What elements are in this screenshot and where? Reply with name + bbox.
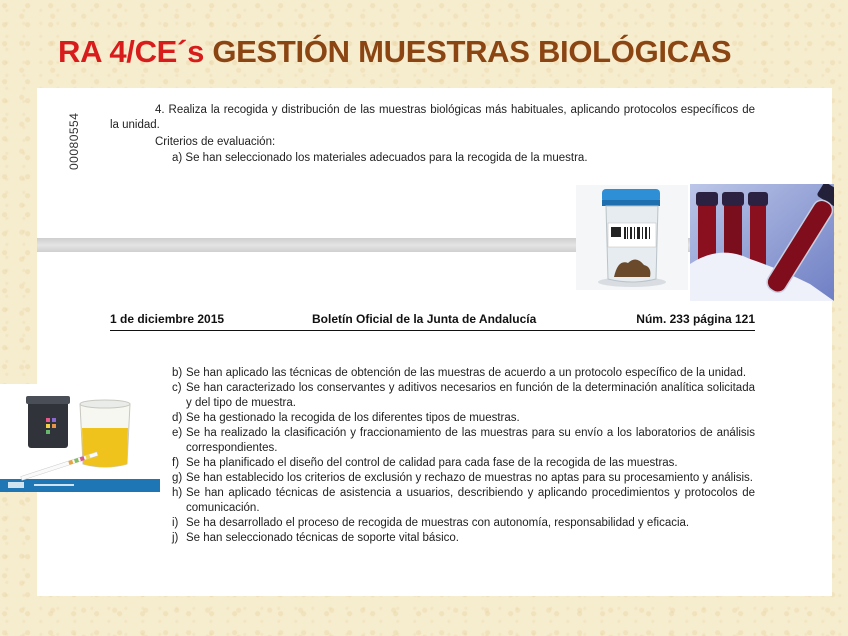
blood-tubes-icon — [690, 184, 834, 301]
criterion-item: g) Se han establecido los criterios de exclusión y rechazo de muestras no aptas para su procesamiento y análisis. — [172, 472, 753, 484]
slide-title — [58, 34, 731, 70]
title-prefix: RA 4/CE´s — [58, 34, 205, 69]
boletin-number: Núm. 233 página 121 — [636, 312, 755, 326]
sample-container-icon — [576, 185, 688, 290]
document-stamp: 00080554 — [67, 112, 81, 170]
criterion-item: j) Se han seleccionado técnicas de soporte vital básico. — [172, 532, 459, 544]
criterion-a: a) Se han seleccionado los materiales adecuados para la recogida de la muestra. — [172, 152, 588, 164]
ra4-statement: 4. Realiza la recogida y distribución de las muestras biológicas más habituales, aplicando protocolos específicos de la unidad. — [110, 104, 755, 131]
urine-strips-icon — [0, 384, 160, 492]
criterion-item: f) Se ha planificado el diseño del control de calidad para cada fase de la recogida de las muestras. — [172, 457, 678, 469]
boletin-name: Boletín Oficial de la Junta de Andalucía — [312, 312, 537, 326]
title-main: GESTIÓN MUESTRAS BIOLÓGICAS — [212, 34, 732, 69]
criteria-list — [172, 366, 755, 546]
criterion-item: e) Se ha realizado la clasificación y fraccionamiento de las muestras para su envío a los laboratorios de análisis correspondientes. — [172, 427, 755, 454]
sample-container-image — [576, 185, 688, 290]
criteria-heading: Criterios de evaluación: — [155, 136, 276, 148]
criterion-item: i) Se ha desarrollado el proceso de recogida de muestras con autonomía, responsabilidad y eficacia. — [172, 517, 690, 529]
boletin-header — [110, 310, 755, 331]
urine-strips-image — [0, 384, 160, 492]
criterion-item: d) Se ha gestionado la recogida de los diferentes tipos de muestras. — [172, 412, 520, 424]
criterion-item: b) Se han aplicado las técnicas de obtención de las muestras de acuerdo a un protocolo específico de la unidad. — [172, 367, 747, 379]
blood-tubes-image — [690, 184, 834, 301]
criterion-item: h) Se han aplicado técnicas de asistencia a usuarios, describiendo y aplicando procedimientos y protocolos de comunicación. — [172, 487, 755, 514]
criterion-item: c) Se han caracterizado los conservantes y aditivos necesarios en función de la determinación analítica solicitada y del tipo de muestra. — [172, 382, 755, 409]
boletin-date: 1 de diciembre 2015 — [110, 312, 225, 326]
